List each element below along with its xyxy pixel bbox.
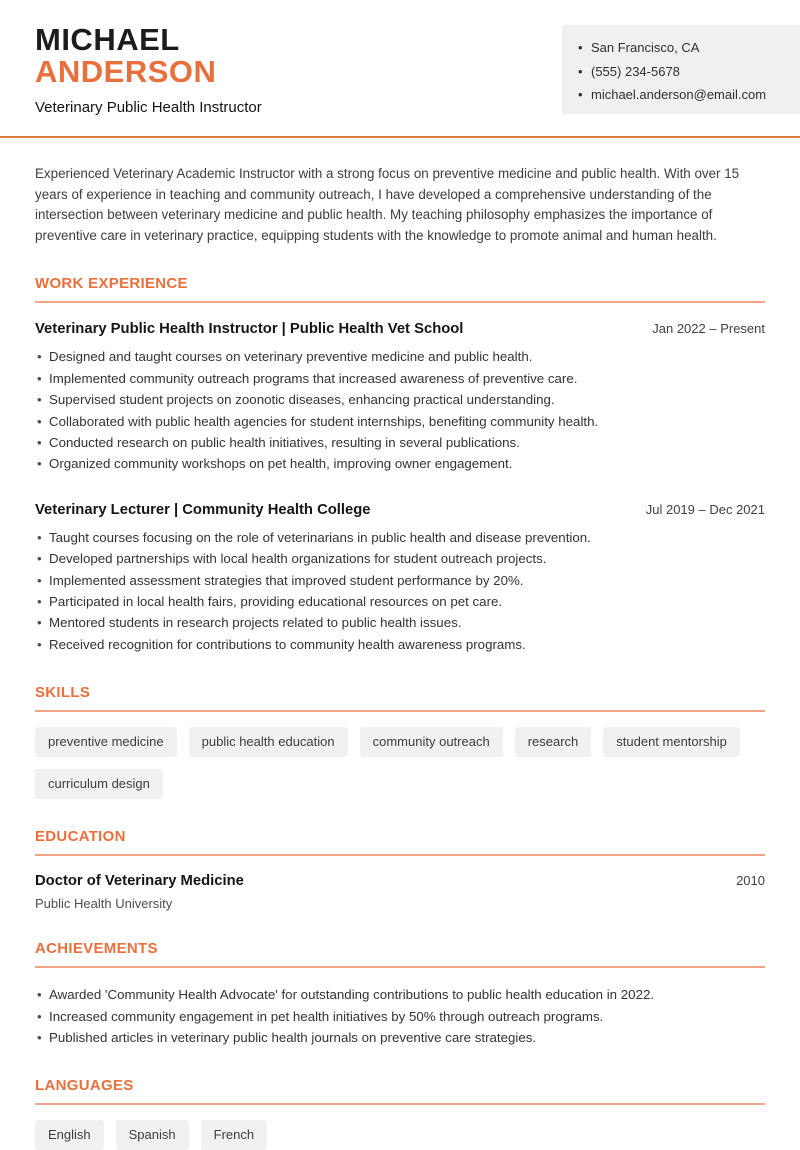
job-bullet: • Designed and taught courses on veterinary preventive medicine and public health. (35, 346, 765, 367)
job-bullet: • Mentored students in research projects related to public health issues. (35, 612, 765, 633)
resume-body (0, 164, 800, 1150)
job-bullet: • Implemented community outreach programs that increased awareness of preventive care. (35, 368, 765, 389)
job-bullet: • Participated in local health fairs, providing educational resources on pet care. (35, 591, 765, 612)
job-bullet: • Supervised student projects on zoonotic diseases, enhancing practical understanding. (35, 389, 765, 410)
job-title: Veterinary Public Health Instructor | Public Health Vet School (35, 321, 464, 338)
achievement-bullet: • Published articles in veterinary public health journals on preventive care strategies. (35, 1027, 765, 1048)
achievement-bullet: • Increased community engagement in pet health initiatives by 50% through outreach programs. (35, 1006, 765, 1027)
achievement-bullet: • Awarded 'Community Health Advocate' for outstanding contributions to public health education in 2022. (35, 984, 765, 1005)
contact-phone: • (555) 234-5678 (578, 60, 784, 84)
section-languages (35, 1077, 765, 1150)
skill-tag: research (515, 727, 592, 757)
job-bullet-list (35, 346, 765, 474)
candidate-headline: Veterinary Public Health Instructor (35, 99, 262, 116)
section-skills (35, 684, 765, 799)
job-bullet: • Developed partnerships with local health organizations for student outreach projects. (35, 548, 765, 569)
job-bullet: • Taught courses focusing on the role of veterinarians in public health and disease prevention. (35, 527, 765, 548)
skill-tag: community outreach (360, 727, 503, 757)
contact-box (562, 25, 800, 114)
job-dates: Jul 2019 – Dec 2021 (645, 501, 765, 517)
job-title: Veterinary Lecturer | Community Health College (35, 501, 371, 518)
job-bullet-list (35, 527, 765, 655)
resume-header (0, 0, 800, 138)
section-education (35, 828, 765, 911)
job-bullet: • Implemented assessment strategies that improved student performance by 20%. (35, 570, 765, 591)
header-divider (0, 136, 800, 138)
skill-tag: curriculum design (35, 769, 163, 799)
language-tag: French (201, 1120, 267, 1150)
summary-paragraph: Experienced Veterinary Academic Instructor with a strong focus on preventive medicine and public health. With over 15 years of experience in teaching and community outreach, I have developed a comprehensive understanding of the intersection between veterinary medicine and public health. My teaching philosophy emphasizes the importance of preventive care in veterinary practice, equipping students with the knowledge to promote animal and human health. (35, 166, 740, 243)
education-year: 2010 (736, 873, 765, 889)
contact-list (578, 36, 784, 107)
job-header (35, 321, 765, 337)
candidate-first-name: MICHAEL (35, 22, 180, 57)
section-work-experience (35, 275, 765, 655)
job-bullet: • Organized community workshops on pet health, improving owner engagement. (35, 453, 765, 474)
languages-heading: LANGUAGES (35, 1077, 765, 1105)
job-dates: Jan 2022 – Present (652, 321, 765, 337)
candidate-name (35, 24, 216, 88)
job-header (35, 502, 765, 518)
skills-heading: SKILLS (35, 684, 765, 712)
language-tag: Spanish (116, 1120, 189, 1150)
skill-tag: student mentorship (603, 727, 740, 757)
education-entry-header (35, 873, 765, 889)
achievements-heading: ACHIEVEMENTS (35, 940, 765, 968)
job-entry (35, 321, 765, 474)
job-entry (35, 502, 765, 655)
languages-tag-list (35, 1120, 765, 1150)
candidate-last-name: ANDERSON (35, 54, 217, 89)
contact-location: • San Francisco, CA (578, 36, 784, 60)
job-bullet: • Conducted research on public health initiatives, resulting in several publications. (35, 432, 765, 453)
education-heading: EDUCATION (35, 828, 765, 856)
skills-tag-list (35, 727, 765, 799)
education-entry (35, 873, 765, 911)
education-school: Public Health University (35, 896, 173, 912)
work-experience-heading: WORK EXPERIENCE (35, 275, 765, 303)
job-bullet: • Received recognition for contributions to community health awareness programs. (35, 634, 765, 655)
language-tag: English (35, 1120, 104, 1150)
education-degree: Doctor of Veterinary Medicine (35, 873, 244, 890)
skill-tag: preventive medicine (35, 727, 177, 757)
achievements-list (35, 984, 765, 1048)
section-achievements (35, 940, 765, 1048)
job-bullet: • Collaborated with public health agencies for student internships, benefiting community health. (35, 411, 765, 432)
contact-email: • michael.anderson@email.com (578, 83, 784, 107)
skill-tag: public health education (189, 727, 348, 757)
